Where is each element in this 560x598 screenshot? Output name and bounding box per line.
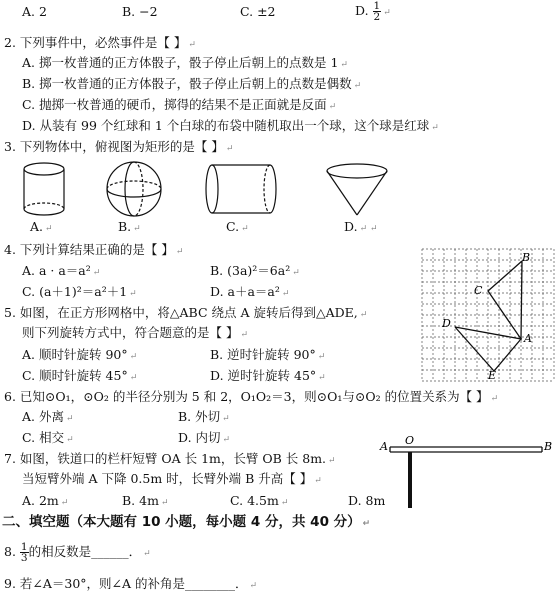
q3-label-c: C. ↵	[226, 219, 249, 234]
q1-option-b: B. −2	[122, 4, 158, 19]
cone-figure	[327, 164, 387, 215]
section-2-heading: 二、填空题（本大题有 10 小题，每小题 4 分，共 40 分） ↵	[2, 514, 371, 530]
q5-option-d: D. 逆时针旋转 45° ↵	[210, 368, 326, 383]
triangle-abc	[488, 261, 522, 339]
q5-stem-line2: 则下列旋转方式中，符合题意的是【 】 ↵	[22, 325, 249, 340]
q8-fraction: $\frac{1}{3}$	[20, 541, 28, 564]
q1-option-a: A. 2	[22, 4, 47, 19]
point-b-label-q7: B	[544, 440, 553, 453]
point-c-label: C	[474, 284, 483, 297]
point-o-label: O	[405, 434, 415, 447]
q4-option-a: A. a · a＝a² ↵	[22, 263, 101, 278]
q6-option-d: D. 内切 ↵	[178, 430, 231, 445]
q5-grid-figure	[418, 247, 558, 383]
q2-option-a: A. 掷一枚普通的正方体骰子，骰子停止后朝上的点数是 1 ↵	[22, 55, 348, 70]
cylinder-figure	[24, 163, 64, 215]
q9-stem: 9. 若∠A＝30°，则∠A 的补角是________． ↵	[4, 576, 258, 591]
q6-stem: 6. 已知⊙O₁，⊙O₂ 的半径分别为 5 和 2，O₁O₂＝3，则⊙O₁与⊙O₂ 的位置关系为【 】 ↵	[4, 389, 499, 404]
q2-option-b: B. 掷一枚普通的正方体骰子，骰子停止后朝上的点数是偶数 ↵	[22, 76, 362, 91]
q1-fraction: $\frac{1}{2}$	[373, 0, 381, 23]
q5-option-c: C. 顺时针旋转 45° ↵	[22, 368, 138, 383]
q4-option-d: D. a＋a＝a² ↵	[210, 284, 290, 299]
q4-option-c: C. (a＋1)²＝a²＋1 ↵	[22, 284, 137, 299]
q2-option-c: C. 抛掷一枚普通的硬币，掷得的结果不是正面就是反面 ↵	[22, 97, 337, 112]
q4-option-b: B. (3a)²＝6a² ↵	[210, 263, 300, 278]
q7-option-a: A. 2m ↵	[22, 493, 69, 508]
horizontal-cylinder-figure	[206, 165, 276, 213]
q7-option-d: D. 8m	[348, 493, 386, 508]
point-b-label: B	[522, 251, 531, 264]
q2-option-d: D. 从装有 99 个红球和 1 个白球的布袋中随机取出一个球，这个球是红球 ↵	[22, 118, 439, 133]
point-a-label-q7: A	[380, 440, 388, 453]
q5-option-b: B. 逆时针旋转 90° ↵	[210, 347, 326, 362]
q3-label-d: D. ↵ ↵	[344, 219, 378, 234]
q1-option-d: D. $\frac{1}{2}$ ↵	[355, 0, 391, 23]
q7-stem-line2: 当短臂外端 A 下降 0.5m 时，长臂外端 B 升高【 】 ↵	[22, 471, 322, 486]
q7-barrier-figure	[378, 434, 558, 508]
point-d-label: D	[442, 317, 451, 330]
point-a-label: A	[524, 332, 532, 345]
q6-option-a: A. 外离 ↵	[22, 409, 74, 424]
q3-label-a: A. ↵	[30, 219, 53, 234]
q3-stem: 3. 下列物体中，俯视图为矩形的是【 】 ↵	[4, 139, 234, 154]
q2-stem: 2. 下列事件中，必然事件是【 】 ↵	[4, 35, 196, 50]
q7-stem: 7. 如图，铁道口的栏杆短臂 OA 长 1m，长臂 OB 长 8m. ↵	[4, 451, 336, 466]
q8-stem: 8. $\frac{1}{3}$ 的相反数是______． ↵	[4, 541, 151, 564]
q7-option-b: B. 4m ↵	[122, 493, 169, 508]
q6-option-c: C. 相交 ↵	[22, 430, 74, 445]
q7-option-c: C. 4.5m ↵	[230, 493, 289, 508]
q4-stem: 4. 下列计算结果正确的是【 】 ↵	[4, 242, 184, 257]
q1-option-c: C. ±2	[240, 4, 276, 19]
q3-label-b: B. ↵	[118, 219, 141, 234]
q6-option-b: B. 外切 ↵	[178, 409, 230, 424]
sphere-figure	[107, 162, 161, 216]
q5-stem: 5. 如图，在正方形网格中，将△ABC 绕点 A 旋转后得到△ADE, ↵	[4, 305, 368, 320]
point-e-label: E	[488, 369, 497, 382]
q5-option-a: A. 顺时针旋转 90° ↵	[22, 347, 138, 362]
